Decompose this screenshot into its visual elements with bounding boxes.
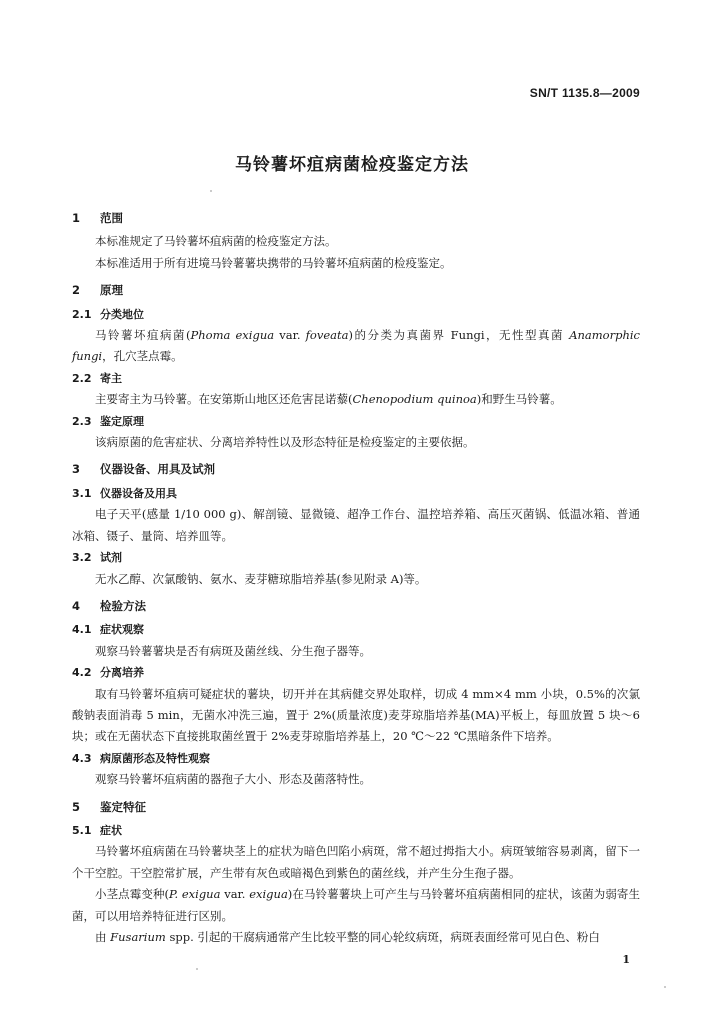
scan-speck — [196, 968, 198, 970]
scan-speck — [210, 190, 212, 192]
paragraph: 本标准规定了马铃薯坏疽病菌的检疫鉴定方法。 — [95, 234, 337, 249]
subsection-5-1-heading: 5.1 症状 — [72, 823, 122, 837]
document-body — [72, 202, 640, 948]
subsection-2-1-heading: 2.1 分类地位 — [72, 307, 144, 321]
paragraph: 马铃薯坏疽病菌在马铃薯块茎上的症状为暗色凹陷小病斑，常不超过拇指大小。病斑皱缩容易剥离，留下一个干空腔。干空腔常扩展，产生带有灰色或暗褐色到紫色的菌丝线，并产生分生孢子器。 — [72, 844, 640, 880]
paragraph: 小茎点霉变种(P. exigua var. exigua)在马铃薯薯块上可产生与马铃薯坏疽病菌相同的症状，该菌为弱寄生菌，可以用培养特征进行区别。 — [72, 887, 641, 923]
page-number: 1 — [622, 953, 630, 966]
paragraph: 观察马铃薯坏疽病菌的器孢子大小、形态及菌落特性。 — [95, 772, 371, 787]
subsection-2-3-heading: 2.3 鉴定原理 — [72, 414, 144, 428]
subsection-4-1-heading: 4.1 症状观察 — [72, 623, 144, 637]
paragraph: 电子天平(感量 1/10 000 g)、解剖镜、显微镜、超净工作台、温控培养箱、高压灭菌锅、低温冰箱、普通冰箱、镊子、量筒、培养皿等。 — [72, 507, 640, 543]
scan-speck — [664, 986, 666, 988]
subsection-3-2-heading: 3.2 试剂 — [72, 551, 122, 565]
subsection-2-2-heading: 2.2 寄主 — [72, 371, 122, 385]
section-5-heading: 5 鉴定特征 — [72, 799, 146, 814]
document-number: SN/T 1135.8—2009 — [529, 86, 640, 100]
paragraph: 无水乙醇、次氯酸钠、氨水、麦芽糖琼脂培养基(参见附录 A)等。 — [95, 571, 427, 586]
paragraph: 观察马铃薯薯块是否有病斑及菌丝线、分生孢子器等。 — [95, 643, 371, 658]
section-2-heading: 2 原理 — [72, 283, 123, 298]
section-4-heading: 4 检验方法 — [72, 598, 146, 613]
subsection-3-1-heading: 3.1 仪器设备及用具 — [72, 486, 177, 500]
paragraph: 由 Fusarium spp. 引起的干腐病通常产生比较平整的同心轮纹病斑，病斑表面经常可见白色、粉白 — [95, 930, 600, 944]
section-3-heading: 3 仪器设备、用具及试剂 — [72, 462, 215, 477]
paragraph: 主要寄主为马铃薯。在安第斯山地区还危害昆诺藜(Chenopodium quinoa)和野生马铃薯。 — [95, 392, 562, 407]
paragraph: 该病原菌的危害症状、分离培养特性以及形态特征是检疫鉴定的主要依据。 — [95, 435, 475, 450]
subsection-4-2-heading: 4.2 分离培养 — [72, 666, 144, 680]
document-title: 马铃薯坏疽病菌检疫鉴定方法 — [235, 155, 469, 175]
paragraph: 本标准适用于所有进境马铃薯薯块携带的马铃薯坏疽病菌的检疫鉴定。 — [95, 255, 452, 270]
section-1-heading: 1 范围 — [72, 211, 123, 225]
paragraph: 马铃薯坏疽病菌(Phoma exigua var. foveata)的分类为真菌界 Fungi，无性型真菌 Anamorphic fungi，孔穴茎点霉。 — [72, 328, 640, 364]
paragraph: 取有马铃薯坏疽病可疑症状的薯块，切开并在其病健交界处取样，切成 4 mm×4 mm 小块，0.5%的次氯酸钠表面消毒 5 min，无菌水冲洗三遍，置于 2%(质量浓度)麦芽琼脂培养基(MA)平板上，每皿放置 5 块～6 块；或在无菌状态下直接挑取菌丝置于 2%麦芽琼脂培养基上，20 ℃～22 ℃黑暗条件下培养。 — [72, 686, 640, 744]
subsection-4-3-heading: 4.3 病原菌形态及特性观察 — [72, 751, 210, 765]
